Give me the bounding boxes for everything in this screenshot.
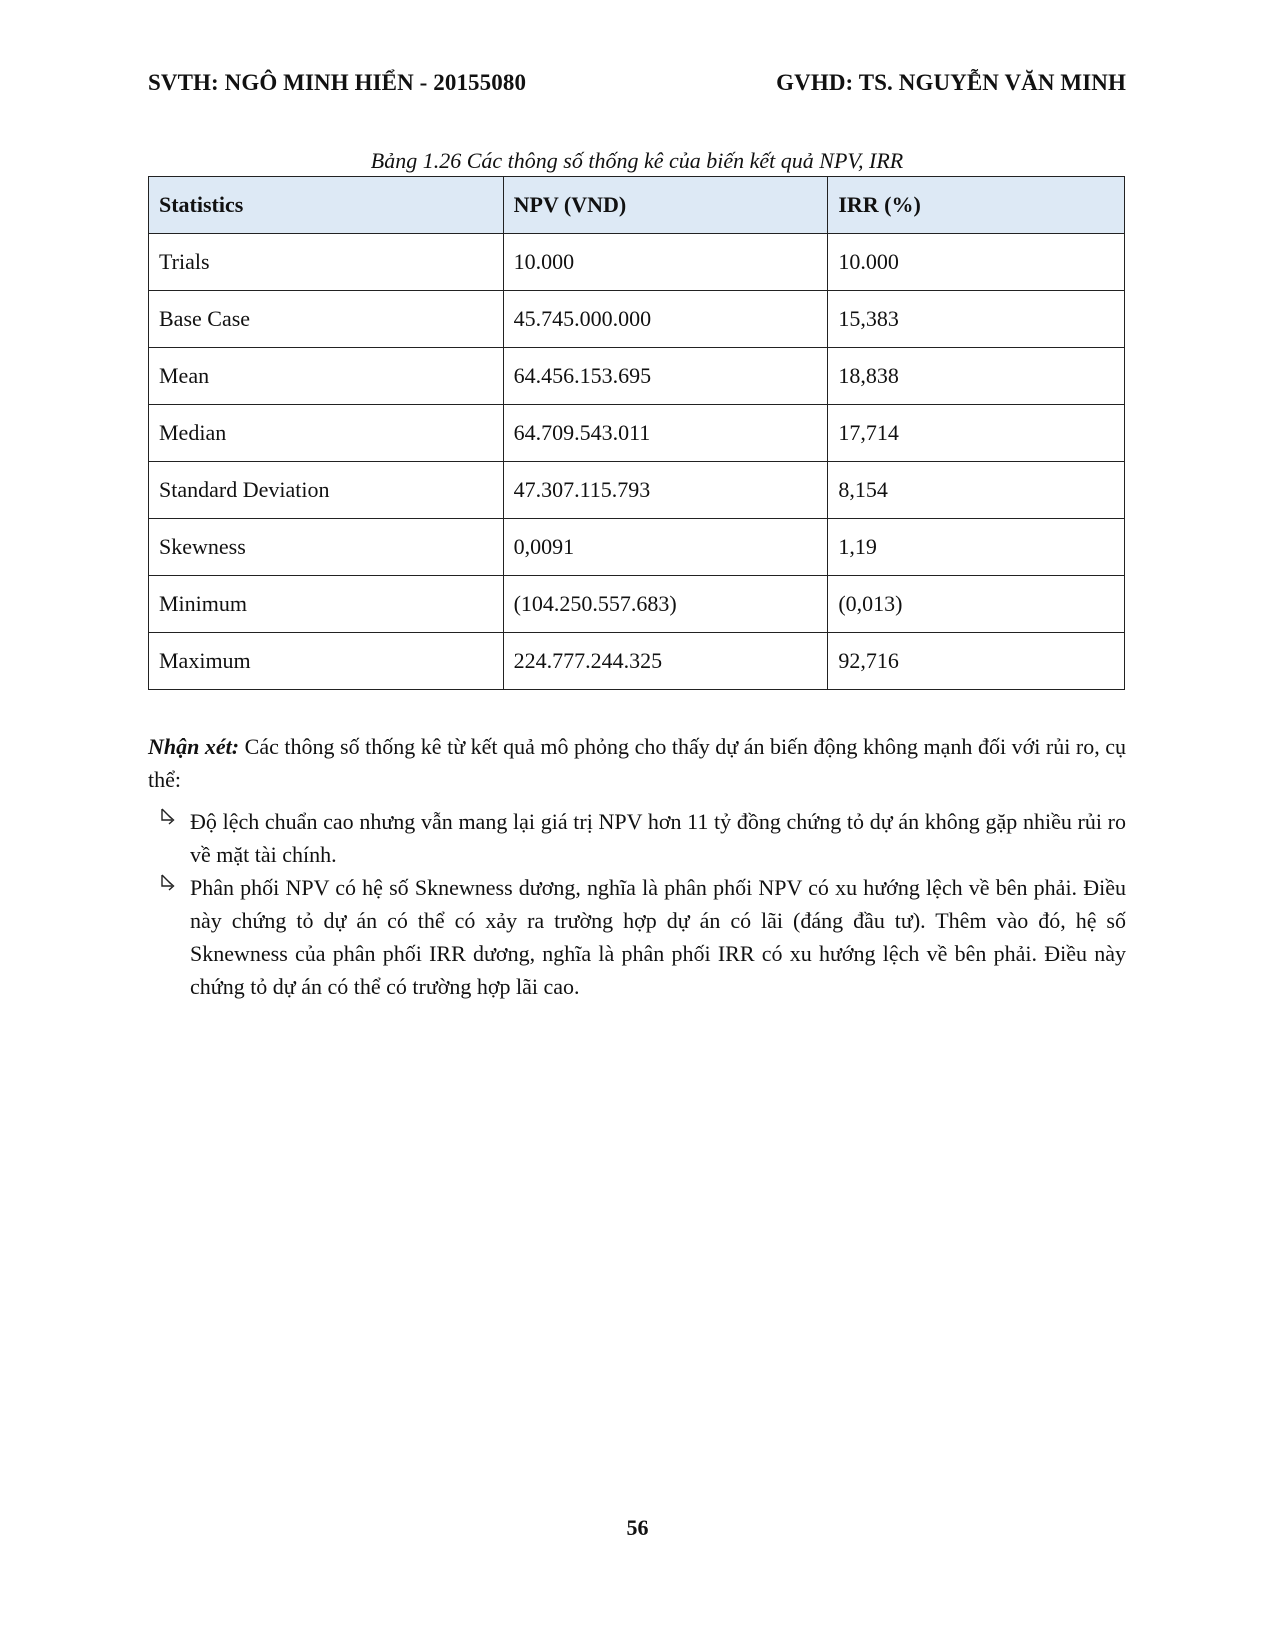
npv-value: 64.456.153.695 (503, 348, 828, 405)
table-row (149, 576, 1125, 633)
bullet-text: Phân phối NPV có hệ số Sknewness dương, nghĩa là phân phối NPV có xu hướng lệch về bên phải. Điều này chứng tỏ dự án có thể có xảy ra trường hợp dự án có lãi (đáng đầu tư). Thêm vào đó, hệ số Sknewness của phân phối IRR dương, nghĩa là phân phối IRR có xu hướng lệch về bên phải. Điều này chứng tỏ dự án có thể có trường hợp lãi cao. (190, 875, 1126, 999)
row-label: Base Case (149, 291, 504, 348)
irr-value: 1,19 (828, 519, 1125, 576)
remark-label: Nhận xét: (148, 734, 240, 759)
npv-value: 224.777.244.325 (503, 633, 828, 690)
irr-value: 8,154 (828, 462, 1125, 519)
column-header: NPV (VND) (503, 177, 828, 234)
column-header: IRR (%) (828, 177, 1125, 234)
list-item (148, 805, 1126, 871)
advisor-info: GVHD: TS. NGUYỄN VĂN MINH (776, 70, 1126, 95)
statistics-table (148, 176, 1125, 690)
irr-value: 18,838 (828, 348, 1125, 405)
table-row (149, 291, 1125, 348)
row-label: Maximum (149, 633, 504, 690)
table-row (149, 234, 1125, 291)
table-row (149, 519, 1125, 576)
remark-paragraph (148, 730, 1126, 796)
table-row (149, 348, 1125, 405)
table-row (149, 633, 1125, 690)
table-row (149, 462, 1125, 519)
row-label: Median (149, 405, 504, 462)
row-label: Minimum (149, 576, 504, 633)
row-label: Mean (149, 348, 504, 405)
npv-value: (104.250.557.683) (503, 576, 828, 633)
irr-value: 92,716 (828, 633, 1125, 690)
page-header (148, 70, 1126, 110)
npv-value: 45.745.000.000 (503, 291, 828, 348)
npv-value: 10.000 (503, 234, 828, 291)
irr-value: 17,714 (828, 405, 1125, 462)
table-caption: Bảng 1.26 Các thông số thống kê của biến kết quả NPV, IRR (370, 148, 904, 173)
row-label: Standard Deviation (149, 462, 504, 519)
page-number: 56 (626, 1515, 649, 1540)
bullet-text: Độ lệch chuẩn cao nhưng vẫn mang lại giá trị NPV hơn 11 tỷ đồng chứng tỏ dự án không gặp nhiều rủi ro về mặt tài chính. (190, 809, 1126, 867)
student-info: SVTH: NGÔ MINH HIỂN - 20155080 (148, 70, 527, 95)
arrow-bullet-icon (158, 873, 178, 895)
table-header-row (149, 177, 1125, 234)
remark-text: Các thông số thống kê từ kết quả mô phỏng cho thấy dự án biến động không mạnh đối với rủi ro, cụ thể: (148, 734, 1127, 792)
npv-value: 47.307.115.793 (503, 462, 828, 519)
list-item (148, 871, 1126, 1003)
table-row (149, 405, 1125, 462)
remark-bullet-list (148, 805, 1126, 1003)
irr-value: 15,383 (828, 291, 1125, 348)
column-header: Statistics (149, 177, 504, 234)
row-label: Trials (149, 234, 504, 291)
row-label: Skewness (149, 519, 504, 576)
npv-value: 0,0091 (503, 519, 828, 576)
npv-value: 64.709.543.011 (503, 405, 828, 462)
irr-value: (0,013) (828, 576, 1125, 633)
irr-value: 10.000 (828, 234, 1125, 291)
arrow-bullet-icon (158, 807, 178, 829)
